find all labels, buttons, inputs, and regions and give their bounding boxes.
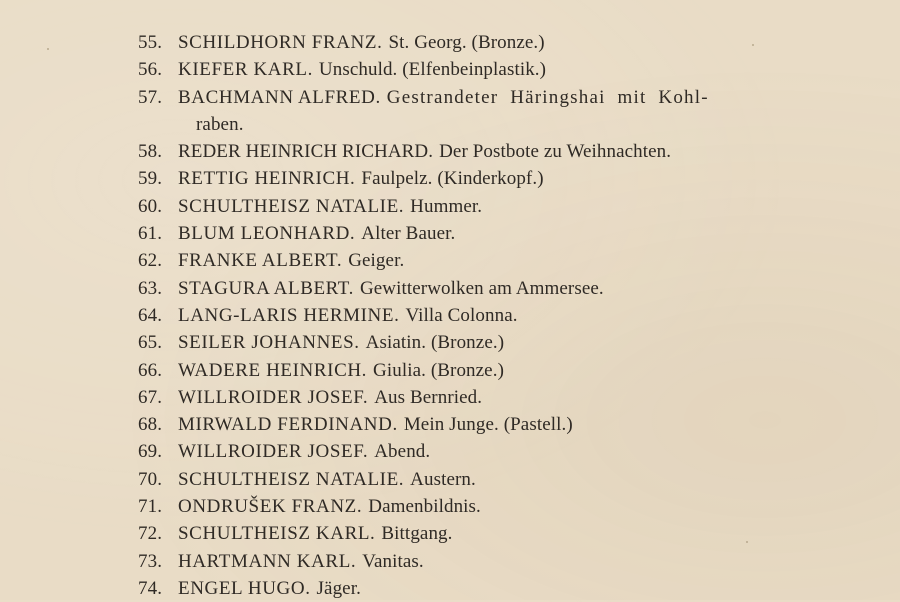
catalogue-entry-list [138,29,818,602]
entry-number: 67. [138,386,163,408]
catalogue-entry [138,247,818,274]
entry-number: 71. [138,496,163,518]
entry-artist: BACHMANN ALFRED. [178,86,381,108]
catalogue-entry [138,302,818,329]
entry-title: Villa Colonna. [405,304,518,326]
entry-artist: FRANKE ALBERT. [178,250,343,272]
entry-number: 65. [138,332,163,354]
entry-number: 55. [138,32,163,53]
entry-artist: REDER HEINRICH RICHARD. [178,141,434,163]
entry-artist: SCHULTHEISZ NATALIE. [178,195,405,217]
entry-number: 58. [138,141,163,163]
entry-number: 57. [138,86,163,108]
entry-number: 62. [138,250,163,272]
entry-number: 68. [138,414,163,436]
entry-artist: SCHILDHORN FRANZ. [178,32,383,53]
entry-title: Vanitas. [362,550,424,572]
entry-title: Der Postbote zu Weihnachten. [439,141,672,163]
entry-artist: WILLROIDER JOSEF. [178,386,369,408]
catalogue-entry [138,548,818,575]
entry-artist: ONDRUŠEK FRANZ. [178,496,363,518]
entry-title: Geiger. [348,250,405,272]
catalogue-entry [138,220,818,247]
entry-title: Aus Bernried. [374,386,483,408]
catalogue-entry [138,575,818,602]
entry-artist: RETTIG HEINRICH. [178,168,356,190]
entry-artist: SEILER JOHANNES. [178,332,360,354]
entry-number: 70. [138,468,163,490]
catalogue-entry [138,193,818,220]
catalogue-entry [138,466,818,493]
entry-artist: KIEFER KARL. [178,59,313,81]
entry-number: 73. [138,550,163,572]
entry-number: 72. [138,523,163,545]
entry-title: Gewitterwolken am Ammersee. [359,277,604,299]
entry-artist: STAGURA ALBERT. [178,277,354,299]
paper-speck [47,48,49,50]
catalogue-entry [138,165,818,192]
entry-artist: WADERE HEINRICH. [178,359,368,381]
entry-artist: BLUM LEONHARD. [178,223,356,245]
entry-number: 60. [138,195,163,217]
entry-artist: SCHULTHEISZ KARL. [178,523,376,545]
catalogue-entry [138,29,818,56]
entry-artist: ENGEL HUGO. [178,577,311,599]
catalogue-entry [138,493,818,520]
catalogue-entry [138,56,818,83]
entry-artist: SCHULTHEISZ NATALIE. [178,468,405,490]
entry-number: 69. [138,441,163,463]
entry-title: Mein Junge. (Pastell.) [403,414,573,436]
catalogue-entry [138,275,818,302]
entry-title: Asiatin. (Bronze.) [365,332,505,354]
catalogue-entry [138,438,818,465]
entry-title: Damenbildnis. [368,496,481,518]
catalogue-entry [138,384,818,411]
entry-number: 56. [138,59,163,81]
entry-number: 59. [138,168,163,190]
catalogue-entry [138,411,818,438]
entry-title: Unschuld. (Elfenbeinplastik.) [318,59,547,81]
entry-title: Jäger. [316,577,361,599]
entry-title: St. Georg. (Bronze.) [388,32,545,53]
entry-title: Abend. [374,441,431,463]
entry-title: Gestrandeter Häringshai mit Kohl- [386,86,709,108]
entry-title-continuation: raben. [196,113,244,135]
entry-artist: MIRWALD FERDINAND. [178,414,398,436]
catalogue-entry [138,357,818,384]
entry-number: 64. [138,304,163,326]
catalogue-entry [138,329,818,356]
entry-title: Giulia. (Bronze.) [373,359,504,381]
entry-number: 61. [138,223,163,245]
entry-title: Alter Bauer. [361,223,456,245]
entry-artist: HARTMANN KARL. [178,550,357,572]
entry-title: Faulpelz. (Kinderkopf.) [361,168,544,190]
entry-number: 66. [138,359,163,381]
entry-number: 63. [138,277,163,299]
entry-title: Hummer. [410,195,483,217]
catalogue-entry [138,138,818,165]
catalogue-entry [138,520,818,547]
entry-title: Austern. [410,468,476,490]
entry-artist: WILLROIDER JOSEF. [178,441,369,463]
entry-title: Bittgang. [381,523,453,545]
entry-number: 74. [138,577,163,599]
catalogue-entry [138,84,818,139]
entry-artist: LANG-LARIS HERMINE. [178,304,400,326]
